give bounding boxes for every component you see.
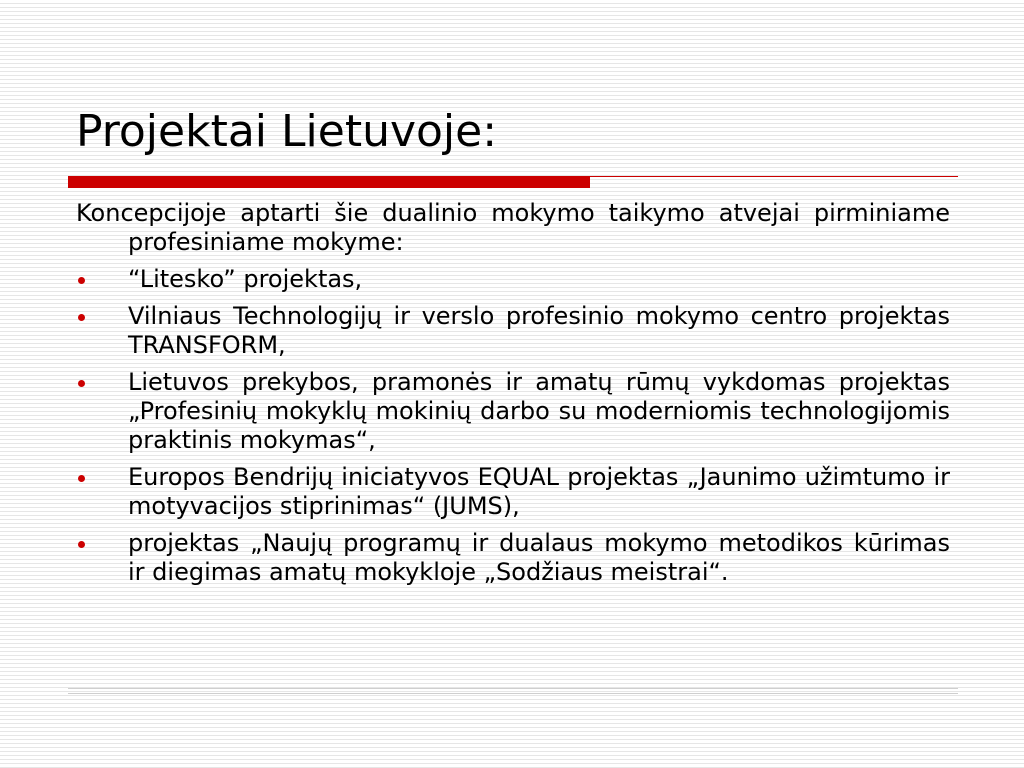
footer-divider-bottom: [68, 693, 958, 694]
bullet-dot-icon: [78, 314, 85, 321]
bullet-dot-icon: [78, 475, 85, 482]
bullet-item-rumai: [76, 368, 950, 455]
bullet-dot-icon: [78, 541, 85, 548]
title-underline-thick: [68, 176, 590, 188]
intro-paragraph: Koncepcijoje aptarti šie dualinio mokymo taikymo atvejai pirminiame profesiniame mokyme:: [76, 199, 950, 256]
bullet-dot-icon: [78, 277, 85, 284]
footer-divider-top: [68, 688, 958, 689]
bullet-text: Vilniaus Technologijų ir verslo profesinio mokymo centro projektas TRANSFORM,: [128, 302, 950, 359]
slide-title: Projektai Lietuvoje:: [76, 106, 498, 157]
bullet-item-sodziaus: [76, 529, 950, 587]
bullet-item-equal: [76, 463, 950, 521]
bullet-text: projektas „Naujų programų ir dualaus mokymo metodikos kūrimas ir diegimas amatų mokykloje „Sodžiaus meistrai“.: [128, 529, 950, 586]
bullet-item-transform: [76, 302, 950, 360]
bullet-dot-icon: [78, 380, 85, 387]
bullet-item-litesko: [76, 265, 950, 294]
bullet-text: “Litesko” projektas,: [128, 265, 363, 293]
bullet-list: [76, 265, 950, 587]
bullet-text: Lietuvos prekybos, pramonės ir amatų rūmų vykdomas projektas „Profesinių mokyklų mokinių darbo su moderniomis technologijomis praktinis mokymas“,: [128, 368, 950, 454]
bullet-text: Europos Bendrijų iniciatyvos EQUAL projektas „Jaunimo užimtumo ir motyvacijos stiprinimas“ (JUMS),: [128, 463, 950, 520]
title-underline-thin: [590, 176, 958, 177]
slide-body: [76, 199, 950, 595]
